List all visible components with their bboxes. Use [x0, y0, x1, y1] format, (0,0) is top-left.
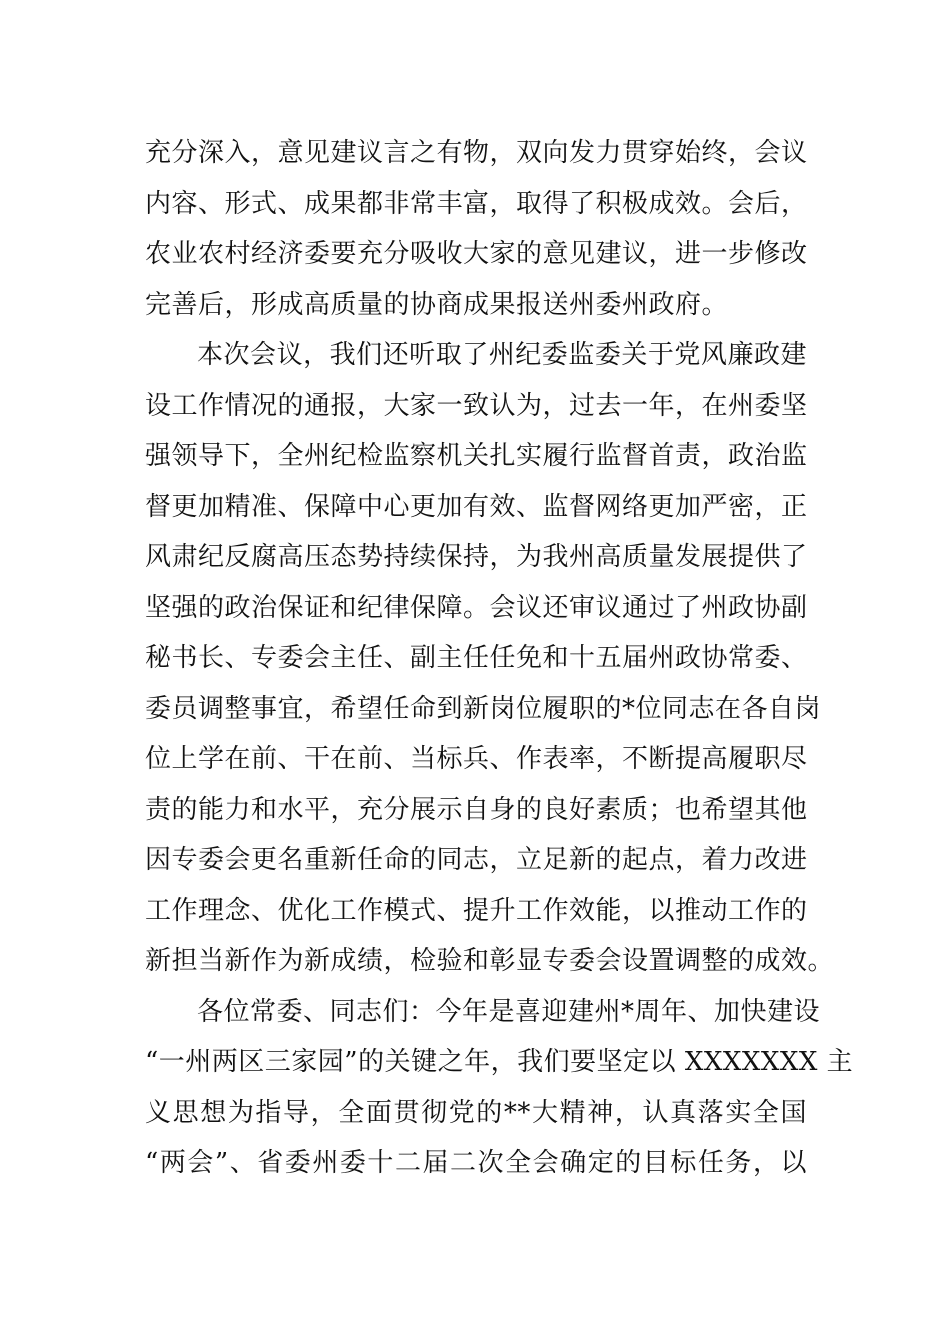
text-line: “两会”、省委州委十二届二次全会确定的目标任务，以	[145, 1148, 807, 1178]
text-line: 设工作情况的通报，大家一致认为，过去一年，在州委坚	[145, 390, 808, 421]
text-line: 本次会议，我们还听取了州纪委监委关于党风廉政建	[197, 340, 807, 370]
text-line: 委员调整事宜，希望任命到新岗位履职的*位同志在各自岗	[145, 693, 822, 724]
text-line: 农业农村经济委要充分吸收大家的意见建议，进一步修改	[145, 239, 808, 269]
document-body	[145, 128, 854, 1189]
text-line: 义思想为指导，全面贯彻党的**大精神，认真落实全国	[145, 1097, 807, 1128]
text-line: 风肃纪反腐高压态势持续保持，为我州高质量发展提供了	[145, 542, 808, 572]
text-line: 因专委会更名重新任命的同志，立足新的起点，着力改进	[145, 845, 808, 875]
text-line: 坚强的政治保证和纪律保障。会议还审议通过了州政协副	[145, 592, 808, 623]
text-line: 责的能力和水平，充分展示自身的良好素质；也希望其他	[145, 794, 808, 825]
text-line: 内容、形式、成果都非常丰富，取得了积极成效。会后，	[145, 188, 808, 219]
text-line: 督更加精准、保障中心更加有效、监督网络更加严密，正	[145, 491, 808, 522]
paragraph-3	[145, 987, 854, 1189]
text-line: 工作理念、优化工作模式、提升工作效能，以推动工作的	[145, 895, 808, 926]
paragraph-2	[145, 330, 835, 987]
text-line: 完善后，形成高质量的协商成果报送州委州政府。	[145, 289, 729, 320]
text-line: 强领导下，全州纪检监察机关扎实履行监督首责，政治监	[145, 441, 808, 471]
text-line: 充分深入，意见建议言之有物，双向发力贯穿始终，会议	[145, 138, 808, 168]
text-line: 新担当新作为新成绩，检验和彰显专委会设置调整的成效。	[145, 946, 835, 976]
text-line: 秘书长、专委会主任、副主任任免和十五届州政协常委、	[145, 643, 808, 673]
text-line: “一州两区三家园”的关键之年，我们要坚定以 XXXXXXX 主	[145, 1047, 854, 1077]
text-line: 各位常委、同志们：今年是喜迎建州*周年、加快建设	[197, 996, 821, 1027]
text-line: 位上学在前、干在前、当标兵、作表率，不断提高履职尽	[145, 744, 808, 774]
paragraph-1	[145, 128, 807, 330]
